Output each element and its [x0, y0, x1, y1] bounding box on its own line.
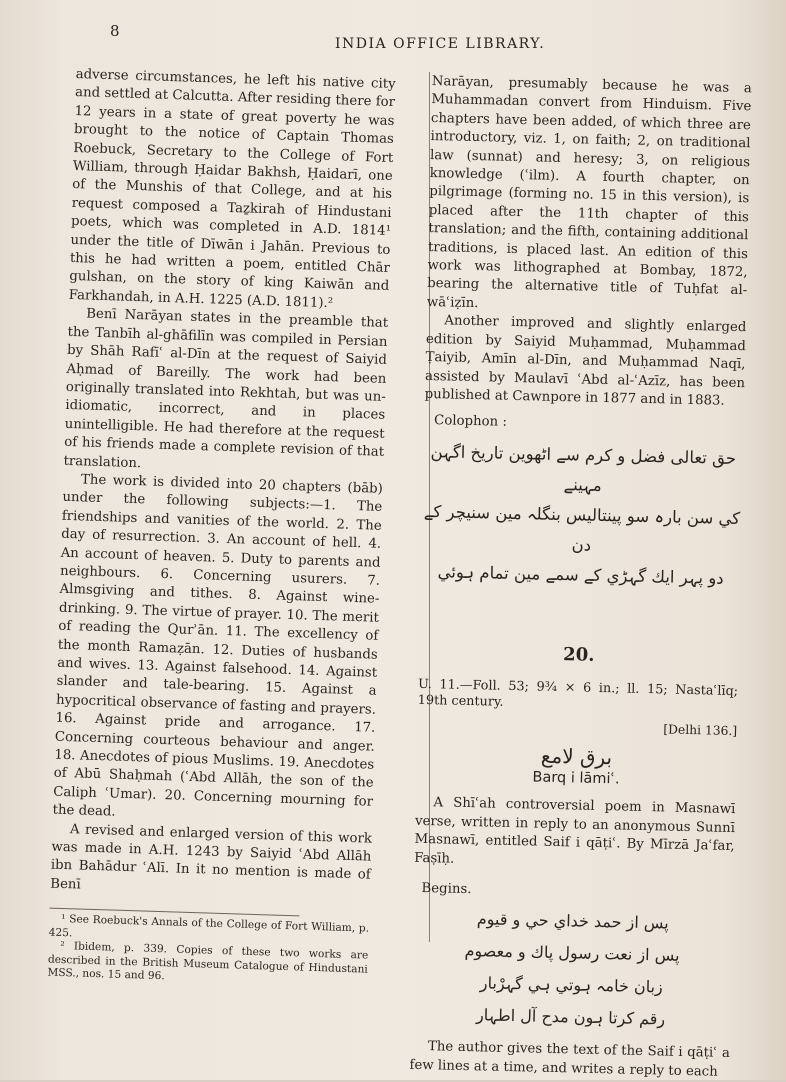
- entry-number: 20.: [562, 643, 595, 666]
- colophon-line: دو پہر ايك گہڑي كے سمے مين تمام ہوئي: [437, 561, 724, 588]
- opening-verses: [410, 902, 733, 1037]
- entry-reference: [Delhi 136.]: [663, 722, 738, 739]
- colophon-label: Colophon :: [433, 413, 508, 431]
- paragraph-preamble: Benī Narāyan states in the preamble that the Tanbīh al-ghāfilīn was compiled in Persian by Shāh Rafīʿ al-Dīn at the request of Saiyid Aḥmad of Bareilly. The work had been originally translated into Rekhtah, but was un-idiomatic, incorrect, and in places unintelligible. He had therefore at the request of his friends made a complete revision of that translation.: [63, 306, 389, 471]
- entry-description: A Shīʿah controversial poem in Masnawī verse, written in reply to an anonymous Sunnī Masnawī, entitled Saif i qāṭiʿ. By Mīrzā Jaʿfar, Faṣīḥ.: [414, 795, 736, 867]
- entry-title-urdu: برق لامع: [540, 743, 613, 769]
- paragraph-chapters: The work is divided into 20 chapters (bāb) under the following subjects:—1. The friendships and vanities of the world. 2. The day of resurrection. 3. An account of hell. 4. An account of heaven. 5. Duty to parents and neighbours. 6. Concerning usurers. 7. Almsgiving and tithes. 8. Against wine-drinking. 9. The virtue of prayer. 10. The merit of reading the Qurʾān. 11. The excellency of the month Ramaẓān. 12. Duties of husbands and wives. 13. Against falsehood. 14. Against slander and tale-bearing. 15. Against a hypocritical observance of fasting and prayers. 16. Against pride and arrogance. 17. Concerning courteous behaviour and anger. 18. Anecdotes of pious Muslims. 19. Anecdotes of Abū Shaḥmah (ʿAbd Allāh, the son of the Caliph ʿUmar). 20. Concerning mourning for the dead.: [52, 472, 384, 820]
- entry-shelfmark: U. 11.—Foll. 53; 9¾ × 6 in.; ll. 15; Nastaʿlīq; 19th century.: [417, 676, 739, 710]
- footnote-2: ² Ibidem, p. 339. Copies of these two works are described in the British Museum Catalogue of Hindustani MSS., nos. 15 and 96.: [47, 940, 369, 983]
- paragraph-revised-version: A revised and enlarged version of this work was made in A.H. 1243 by Saiyid ʿAbd Allāh ibn Bahādur ʿAlī. In it no mention is made of Benī: [50, 821, 373, 893]
- colophon-text: [420, 437, 743, 594]
- footnote-1: ¹ See Roebuck's Annals of the College of Fort William, p. 425.: [48, 913, 370, 940]
- running-title: INDIA OFFICE LIBRARY.: [335, 36, 546, 52]
- colophon-line: كي سن بارہ سو پينتاليس بنگلہ مين سنيچر كے دن: [423, 501, 741, 555]
- paragraph-cawnpore-edition: Another improved and slightly enlarged edition by Saiyid Muḥammad, Muḥammad Ṭaiyib, Amīn al-Dīn, and Muḥammad Naqī, assisted by Maulavī ʿAbd al-ʿAzīz, has been published at Cawnpore in 1877 and in 1883.: [424, 313, 747, 409]
- paragraph-chapters-added: Narāyan, presumably because he was a Muhammadan convert from Hinduism. Five chapters have been added, of which three are introductory, viz. 1, on faith; 2, on traditional law (sunnat) and heresy; 3, on religious knowledge (ʿilm). A fourth chapter, on pilgrimage (forming no. 15 in this version), is placed after the 11th chapter of this translation; and the fifth, containing additional traditions, is placed last. An edition of this work was lithographed at Bombay, 1872, bearing the alternative title of Tuḥfat al-wāʿiẓīn.: [426, 73, 752, 311]
- paragraph-continuation: adverse circumstances, he left his native city and settled at Calcutta. After residing there for 12 years in a state of great poverty he was brought to the notice of Captain Thomas Roebuck, Secretary to the College of Fort William, through Ḥaidar Bakhsh, Ḥaidarī, one of the Munshis of that College, and at his request composed a Taẕkirah of Hindustani poets, which was completed in A.D. 1814¹ under the title of Dīwān i Jahān. Previous to this he had written a poem, entitled Chār gulshan, on the story of king Kaiwān and Farkhandah, in A.H. 1225 (A.D. 1811).²: [68, 66, 396, 312]
- verse-line: پس از حمد خداي حي و قيوم: [476, 909, 669, 933]
- entry-title-roman: Barq i lāmiʿ.: [532, 769, 620, 788]
- begins-label: Begins.: [421, 880, 472, 898]
- verse-line: پس از نعت رسول پاك و معصوم: [464, 941, 680, 966]
- right-column: [409, 73, 752, 1082]
- left-column: [47, 66, 396, 990]
- closing-paragraph: The author gives the text of the Saif i qāṭiʿ a few lines at a time, and writes a reply to each: [409, 1039, 730, 1080]
- page-number: 8: [110, 22, 120, 40]
- verse-line: رقم كرتا ہون مدح آل اطہار: [475, 1005, 666, 1029]
- verse-line: زبان خامہ ہوتي ہي گہرْبار: [479, 973, 663, 997]
- colophon-line: حق تعالى فضل و كرم سے اٹھوین تاريخ اگہن مہينے: [430, 441, 737, 495]
